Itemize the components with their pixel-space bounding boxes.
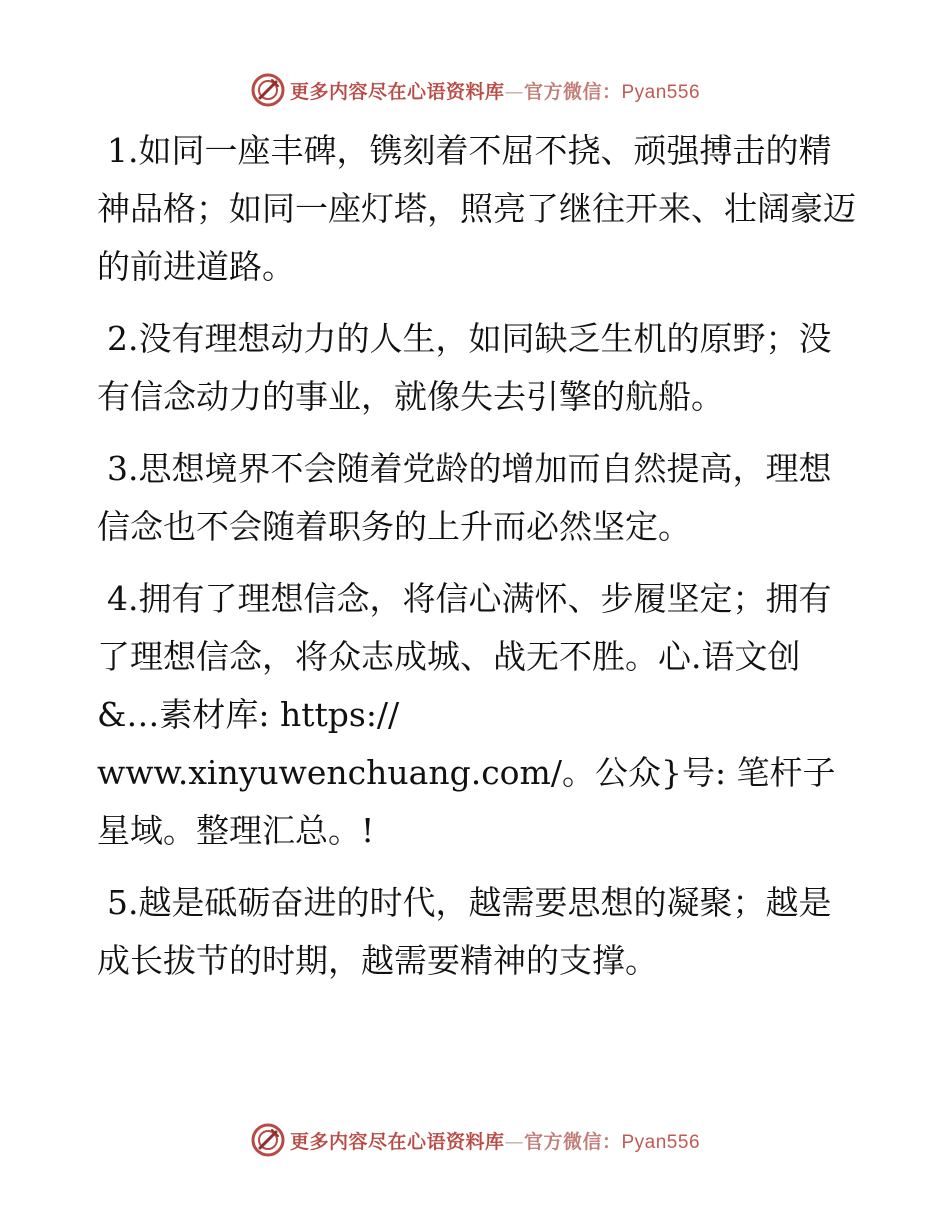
paragraph-3: [97, 440, 857, 556]
paragraph-number: 4.: [107, 579, 139, 618]
banner-handle: Pyan556: [621, 1131, 701, 1153]
paragraph-text: 如同一座丰碑，镌刻着不屈不挠、顽强搏击的精神品格；如同一座灯塔，照亮了继往开来、壮阔豪迈的前进道路。: [97, 131, 856, 286]
paragraph-2: [97, 310, 857, 426]
footer-watermark-banner: [0, 1118, 950, 1162]
paragraph-text-continued: www.xinyuwenchuang.com/。公众}号: 笔杆子星域。整理汇总。!: [97, 753, 836, 850]
banner-dash: —: [504, 80, 524, 103]
paragraph-1: [97, 122, 857, 296]
banner-text: [290, 1127, 700, 1154]
paragraph-text: 没有理想动力的人生，如同缺乏生机的原野；没有信念动力的事业，就像失去引擎的航船。: [97, 319, 832, 416]
banner-text: [290, 77, 700, 104]
paragraph-number: 2.: [107, 319, 139, 358]
banner-main-text: 更多内容尽在心语资料库: [289, 1130, 505, 1153]
paragraph-text: 思想境界不会随着党龄的增加而自然提高，理想信念也不会随着职务的上升而必然坚定。: [97, 449, 832, 546]
banner-main-text: 更多内容尽在心语资料库: [289, 80, 505, 103]
paragraph-number: 3.: [107, 449, 139, 488]
banner-sub-text: 官方微信：: [523, 1130, 622, 1153]
banner-dash: —: [504, 1130, 524, 1153]
paragraph-4: [97, 570, 857, 860]
document-body: [97, 122, 857, 1004]
header-watermark-banner: [0, 68, 950, 112]
paragraph-number: 1.: [107, 131, 139, 170]
seal-logo-icon: [250, 1122, 286, 1158]
paragraph-5: [97, 874, 857, 990]
banner-sub-text: 官方微信：: [523, 80, 622, 103]
paragraph-text: 拥有了理想信念，将信心满怀、步履坚定；拥有了理想信念，将众志成城、战无不胜。心.语文创&…素材库: https://: [97, 579, 832, 734]
banner-handle: Pyan556: [621, 81, 701, 103]
seal-logo-icon: [250, 72, 286, 108]
paragraph-text: 越是砥砺奋进的时代，越需要思想的凝聚；越是成长拔节的时期，越需要精神的支撑。: [97, 883, 832, 980]
paragraph-number: 5.: [107, 883, 139, 922]
